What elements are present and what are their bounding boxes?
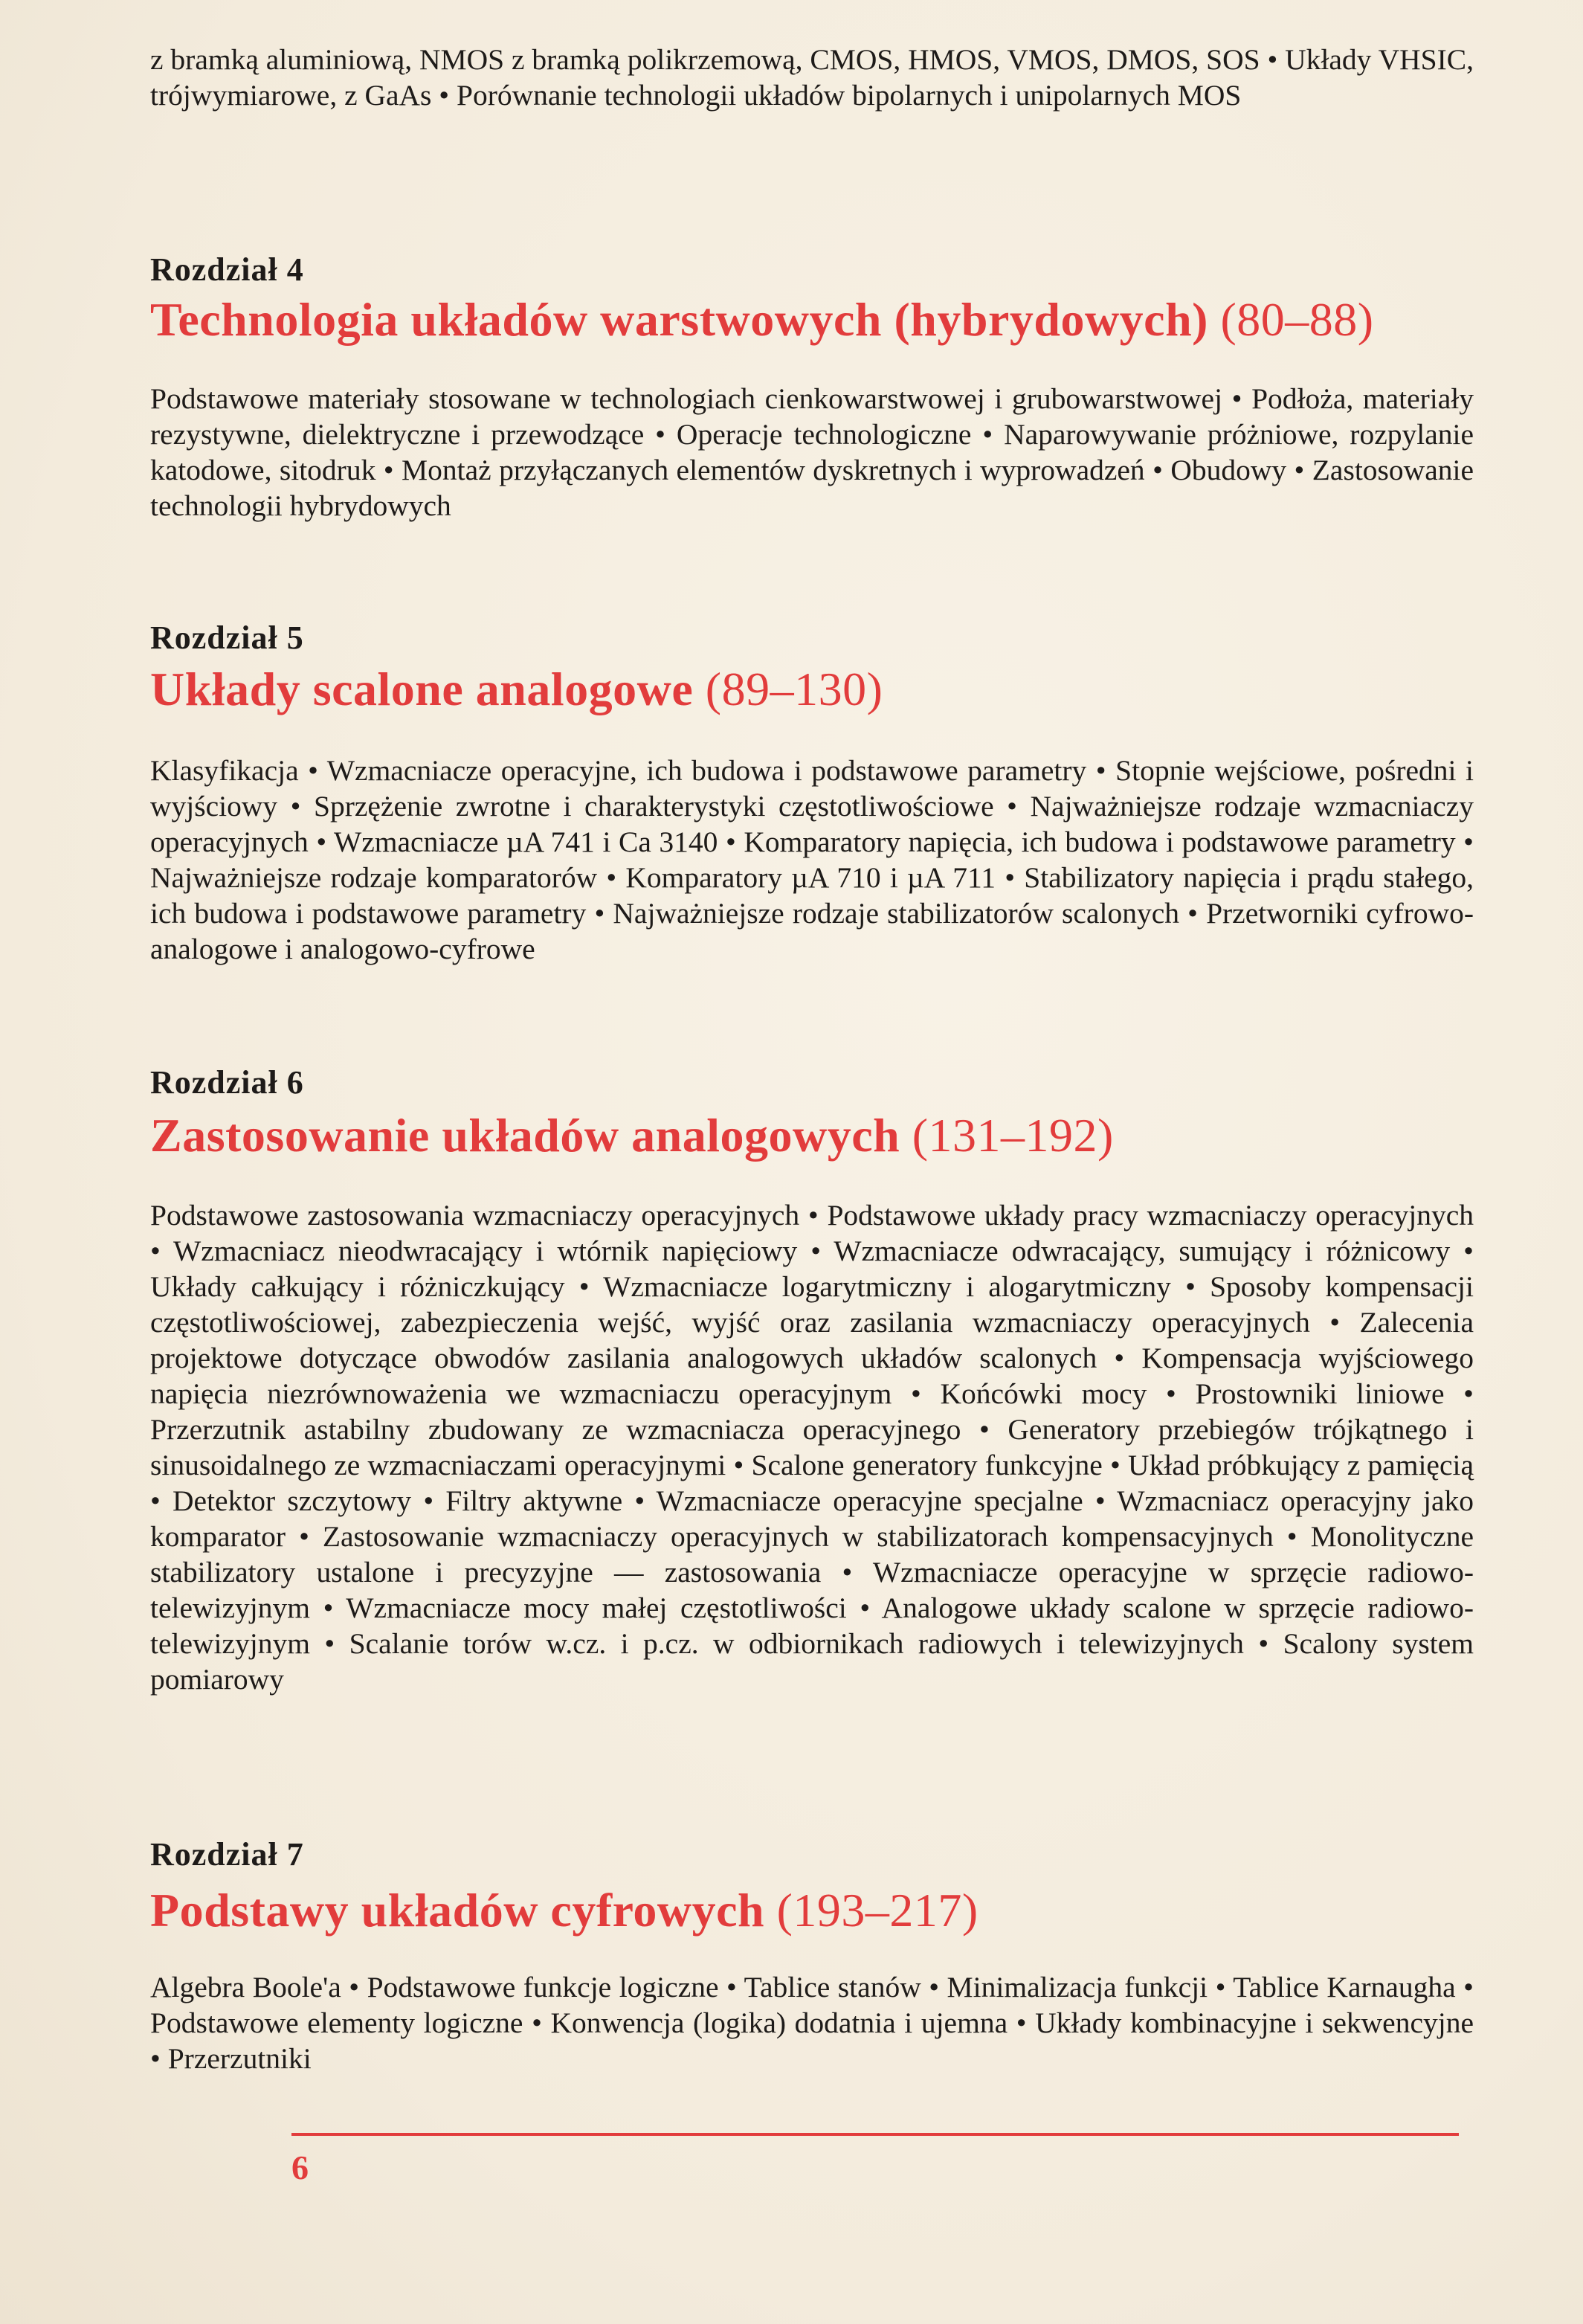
chapter-4-title [150, 292, 1374, 347]
chapter-4-pages: (80–88) [1220, 293, 1374, 346]
chapter-7-label: Rozdział 7 [150, 1836, 304, 1873]
chapter-4-description: Podstawowe materiały stosowane w technologiach cienkowarstwowej i grubowarstwowej • Podłoża, materiały rezystywne, dielektryczne i przewodzące • Operacje technologiczne • Naparowywanie próżniowe, rozpylanie katodowe, sitodruk • Montaż przyłączanych elementów dyskretnych i wyprowadzeń • Obudowy • Zastosowanie technologii hybrydowych [150, 382, 1474, 522]
chapter-7-title-text: Podstawy układów cyfrowych [150, 1884, 765, 1937]
chapter-6-title [150, 1108, 1114, 1163]
chapter-6-title-text: Zastosowanie układów analogowych [150, 1109, 900, 1162]
intro-paragraph: z bramką aluminiową, NMOS z bramką polikrzemową, CMOS, HMOS, VMOS, DMOS, SOS • Układy VHSIC, trójwymiarowe, z GaAs • Porównanie technologii układów bipolarnych i unipolarnych MOS [150, 43, 1474, 112]
chapter-5-title [150, 662, 883, 717]
chapter-6-label: Rozdział 6 [150, 1064, 304, 1101]
footer-rule [291, 2133, 1459, 2136]
chapter-6-pages: (131–192) [912, 1109, 1114, 1162]
page-number: 6 [291, 2148, 309, 2186]
chapter-4-label: Rozdział 4 [150, 251, 304, 288]
chapter-4-title-text: Technologia układów warstwowych (hybrydowych) [150, 293, 1208, 346]
chapter-5-description: Klasyfikacja • Wzmacniacze operacyjne, ich budowa i podstawowe parametry • Stopnie wejściowe, pośredni i wyjściowy • Sprzężenie zwrotne i charakterystyki częstotliwościowe • Najważniejsze rodzaje wzmacniaczy operacyjnych • Wzmacniacze µA 741 i Ca 3140 • Komparatory napięcia, ich budowa i podstawowe parametry • Najważniejsze rodzaje komparatorów • Komparatory µA 710 i µA 711 • Stabilizatory napięcia i prądu stałego, ich budowa i podstawowe parametry • Najważniejsze rodzaje stabilizatorów scalonych • Przetworniki cyfrowo-analogowe i analogowo-cyfrowe [150, 754, 1474, 965]
chapter-6-description: Podstawowe zastosowania wzmacniaczy operacyjnych • Podstawowe układy pracy wzmacniaczy operacyjnych • Wzmacniacz nieodwracający i wtórnik napięciowy • Wzmacniacze odwracający, sumujący i różnicowy • Układy całkujący i różniczkujący • Wzmacniacze logarytmiczny i alogarytmiczny • Sposoby kompensacji częstotliwościowej, zabezpieczenia wejść, wyjść oraz zasilania wzmacniaczy operacyjnych • Zalecenia projektowe dotyczące obwodów zasilania analogowych układów scalonych • Kompensacja wyjściowego napięcia niezrównoważenia we wzmacniaczu operacyjnym • Końcówki mocy • Prostowniki liniowe • Przerzutnik astabilny zbudowany ze wzmacniacza operacyjnego • Generatory przebiegów trójkątnego i sinusoidalnego ze wzmacniaczami operacyjnymi • Scalone generatory funkcyjne • Układ próbkujący z pamięcią • Detektor szczytowy • Filtry aktywne • Wzmacniacze operacyjne specjalne • Wzmacniacz operacyjny jako komparator • Zastosowanie wzmacniaczy operacyjnych w stabilizatorach kompensacyjnych • Monolityczne stabilizatory ustalone i precyzyjne — zastosowania • Wzmacniacze operacyjne w sprzęcie radiowo-telewizyjnym • Wzmacniacze mocy małej częstotliwości • Analogowe układy scalone w sprzęcie radiowo-telewizyjnym • Scalanie torów w.cz. i p.cz. w odbiornikach radiowych i telewizyjnych • Scalony system pomiarowy [150, 1199, 1474, 1696]
chapter-7-title [150, 1883, 979, 1938]
chapter-5-pages: (89–130) [705, 663, 883, 715]
chapter-5-title-text: Układy scalone analogowe [150, 663, 694, 715]
chapter-7-description: Algebra Boole'a • Podstawowe funkcje logiczne • Tablice stanów • Minimalizacja funkcji • Tablice Karnaugha • Podstawowe elementy logiczne • Konwencja (logika) dodatnia i ujemna • Układy kombinacyjne i sekwencyjne • Przerzutniki [150, 1971, 1474, 2075]
chapter-5-label: Rozdział 5 [150, 619, 304, 656]
chapter-7-pages: (193–217) [776, 1884, 979, 1937]
